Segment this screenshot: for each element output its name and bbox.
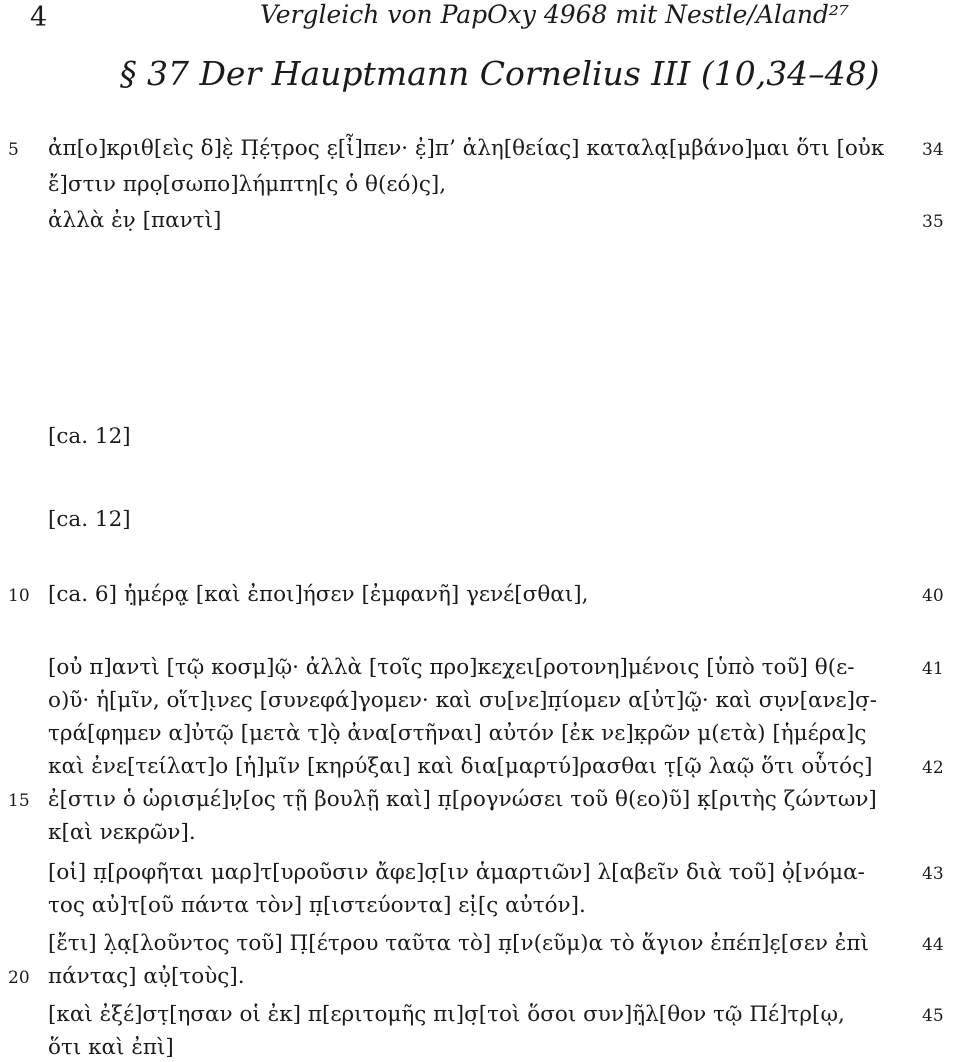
verse-number: 44 [922,935,944,955]
text-line: πάντας] αὐ̣[τοὺς]. [48,964,245,989]
text-line: ἀπ[ο]κριθ[εὶς δ]ὲ̣ Π̣έ̣τ̣ρος ε̣[ἶ]πεν· ἐ̣]π’ ἀλη[θείας] καταλα̣[μβάνο]μαι ὅτι [οὐκ [48,136,885,161]
text-line: [ca. 12] [48,507,131,532]
text-line: [ca. 6] ἡ̣μέρᾳ̣ [καὶ ἐποι]ήσεν [ἐμφανῆ] γενέ[σθαι], [48,582,589,607]
text-line: ο)ῦ· ἡ[μῖν, οἵτ]ι̣νες [συνεφά]γομεν· καὶ συ[νε]π̣ίομεν α[ὐτ]ῷ̣· καὶ συ̣ν[ανε]σ̣- [48,688,878,713]
line-number: 20 [8,968,30,988]
verse-number: 41 [922,659,944,679]
verse-number: 34 [922,140,944,160]
text-line: ἔ]στιν προ̣[σωπο]λήμπτη[ς ὁ θ(εό)ς], [48,172,447,197]
text-line: [καὶ ἐξέ]στ̣[ησαν οἱ ἐκ] π[εριτομῆς πι]σ̣[τοὶ ὅσοι συν]ῆ̣λ[θον τῷ Πέ]τρ[ῳ, [48,1002,845,1027]
verse-number: 35 [922,212,944,232]
text-line: τρά[φημεν α]ὐτῷ [μετὰ τ]ὸ̣ ἀνα[στῆναι] αὐτόν [ἐκ νε]κ̣ρῶν μ(ετὰ) [ἡμέρα]ς [48,721,867,746]
text-line: [οὐ π]αντὶ [τῷ κοσμ]ῷ· ἀλλὰ [τοῖς προ]κεχ̣ει[ροτονη]μένοις [ὑπὸ τοῦ] θ(ε- [48,655,855,680]
text-line: τος αὐ]τ[οῦ πάντα τὸν] π̣[ιστεύοντα] εἰ̣[ς αὐτόν]. [48,893,586,918]
line-number: 10 [8,586,30,606]
verse-number: 42 [922,758,944,778]
text-line: καὶ ἐνε[τείλατ]ο [ἡ]μῖν [κηρύξαι] καὶ δια[μαρτύ]ρασθαι τ̣[ῷ λαῷ ὅτι οὗτός] [48,754,873,779]
text-line: [οἱ] π̣[ροφῆται μαρ]τ[υροῦσιν ἄφε]σ̣[ιν ἁμαρτιῶν] λ[αβεῖν διὰ τοῦ] ὀ̣[νόμα- [48,860,865,885]
verse-number: 45 [922,1006,944,1026]
line-number: 15 [8,791,30,811]
running-title: Vergleich von PapOxy 4968 mit Nestle/Aland²⁷ [260,0,849,29]
text-line: ἀλλὰ ἐν̣ [παντὶ] [48,208,222,233]
verse-number: 40 [922,586,944,606]
line-number: 5 [8,140,19,160]
page-number: 4 [30,2,48,33]
section-title: § 37 Der Hauptmann Cornelius III (10,34–48) [120,54,880,93]
text-line: [ca. 12] [48,424,131,449]
text-line: κ[αὶ νεκρῶν]. [48,820,196,845]
verse-number: 43 [922,864,944,884]
text-line: ὅτι καὶ ἐπὶ] [48,1035,174,1060]
text-line: [ἔτι] λ̣α̣[λοῦντος τοῦ] Π̣[έτρου ταῦτα τὸ] π̣[ν(εῦμ)α τὸ ἅγιον ἐπέπ]ε̣[σεν ἐπὶ [48,931,869,956]
text-line: ἐ[στιν ὁ ὡρισμέ]ν̣[ος τῇ βουλῇ καὶ] π̣[ρογνώσει τοῦ θ(εο)ῦ] κ̣[ριτὴς ζώντων] [48,787,877,812]
